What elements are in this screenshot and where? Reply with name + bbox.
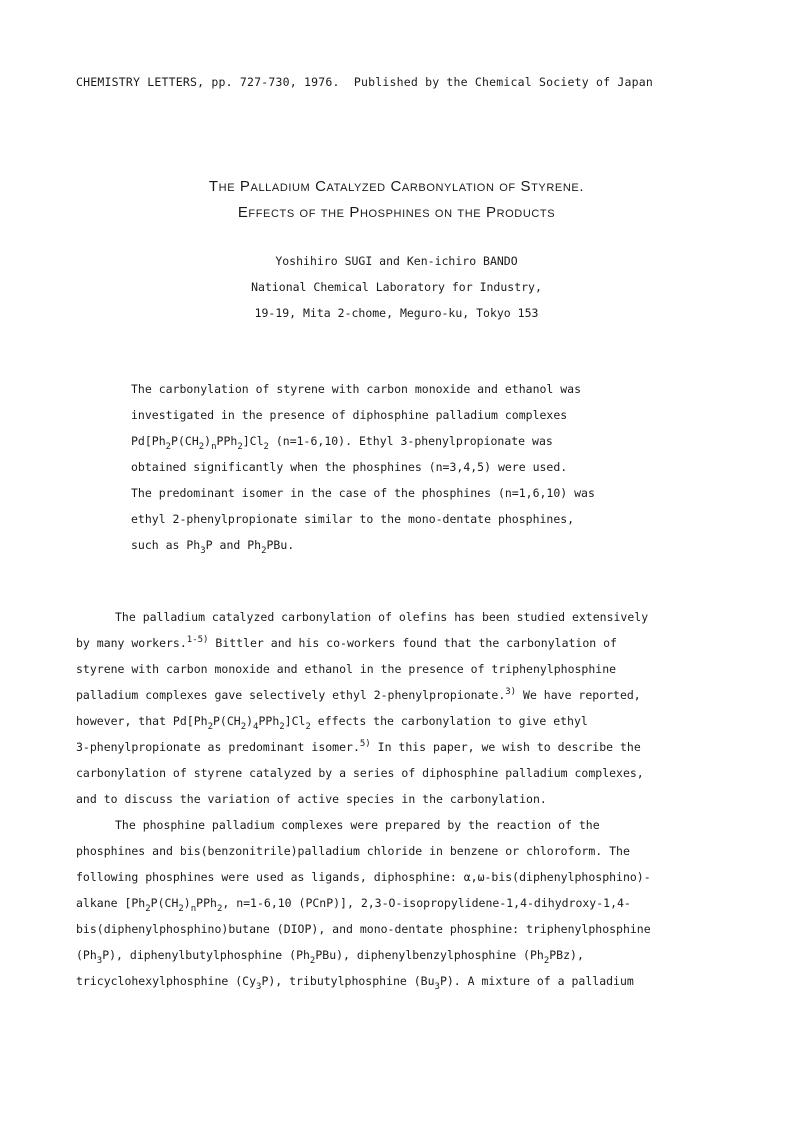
body-line: alkane [$Ph_2P(CH_2)_nPPh_2$, n=1-6,10 (PCnP)], 2,3-O-isopropylidene-1,4-dihydroxy-1,4-: [76, 896, 631, 914]
citation-ref: 3): [505, 687, 517, 697]
body-line: following phosphines were used as ligands, diphosphine: α,ω-bis(diphenylphosphino)-: [76, 870, 651, 884]
body-text: [76, 604, 716, 994]
body-line: palladium complexes gave selectively ethyl 2-phenylpropionate.$^{3)}$ We have reported,: [76, 687, 641, 702]
title-line-1: The Palladium Catalyzed Carbonylation of Styrene.: [208, 178, 585, 195]
citation-ref: 1-5): [186, 635, 209, 645]
institution-name: National Chemical Laboratory for Industry,: [251, 280, 542, 294]
body-line: tricyclohexylphosphine $(Cy_3P)$, tributylphosphine $(Bu_3P)$. A mixture of a palladium: [76, 974, 634, 992]
abstract-line: $Pd[Ph_2P(CH_2)_nPPh_2]Cl_2$ (n=1-6,10). Ethyl 3-phenylpropionate was: [131, 434, 553, 452]
body-line: 3-phenylpropionate as predominant isomer.$^{5)}$ In this paper, we wish to describe the: [76, 739, 641, 754]
author-affiliation: [0, 248, 793, 326]
journal-citation: CHEMISTRY LETTERS, pp. 727-730, 1976.: [76, 75, 340, 89]
body-line: and to discuss the variation of active species in the carbonylation.: [76, 792, 547, 806]
citation-ref: 5): [359, 739, 371, 749]
body-line: The palladium catalyzed carbonylation of olefins has been studied extensively: [115, 610, 649, 624]
abstract-line: ethyl 2-phenylpropionate similar to the mono-dentate phosphines,: [131, 512, 575, 526]
abstract-line: The predominant isomer in the case of the phosphines (n=1,6,10) was: [131, 486, 595, 500]
abstract: [131, 376, 671, 558]
title-line-2: Effects of the Phosphines on the Products: [237, 204, 556, 221]
body-line: bis(diphenylphosphino)butane (DIOP), and mono-dentate phosphine: triphenylphosphine: [76, 922, 651, 936]
body-line: carbonylation of styrene catalyzed by a series of diphosphine palladium complexes,: [76, 766, 644, 780]
institution-address: 19-19, Mita 2-chome, Meguro-ku, Tokyo 153: [254, 306, 539, 320]
body-line: phosphines and bis(benzonitrile)palladium chloride in benzene or chloroform. The: [76, 844, 630, 858]
journal-header: [76, 75, 716, 89]
abstract-line: obtained significantly when the phosphines (n=3,4,5) were used.: [131, 460, 568, 474]
body-line: The phosphine palladium complexes were prepared by the reaction of the: [115, 818, 600, 832]
abstract-line: The carbonylation of styrene with carbon monoxide and ethanol was: [131, 382, 582, 396]
abstract-line: such as $Ph_3P$ and $Ph_2PBu$.: [131, 538, 295, 556]
body-line: however, that $Pd[Ph_2P(CH_2)_4PPh_2]Cl_2$ effects the carbonylation to give ethyl: [76, 714, 588, 732]
abstract-line: investigated in the presence of diphosphine palladium complexes: [131, 408, 568, 422]
body-line: styrene with carbon monoxide and ethanol in the presence of triphenylphosphine: [76, 662, 617, 676]
paper-title: [0, 174, 793, 226]
body-line: by many workers.$^{1-5)}$ Bittler and his co-workers found that the carbonylation of: [76, 635, 617, 650]
body-line: $(Ph_3P)$, diphenylbutylphosphine $(Ph_2PBu)$, diphenylbenzylphosphine $(Ph_2PBz)$,: [76, 948, 584, 966]
author-names: Yoshihiro SUGI and Ken-ichiro BANDO: [275, 254, 518, 268]
publisher-line: Published by the Chemical Society of Japan: [353, 75, 654, 89]
